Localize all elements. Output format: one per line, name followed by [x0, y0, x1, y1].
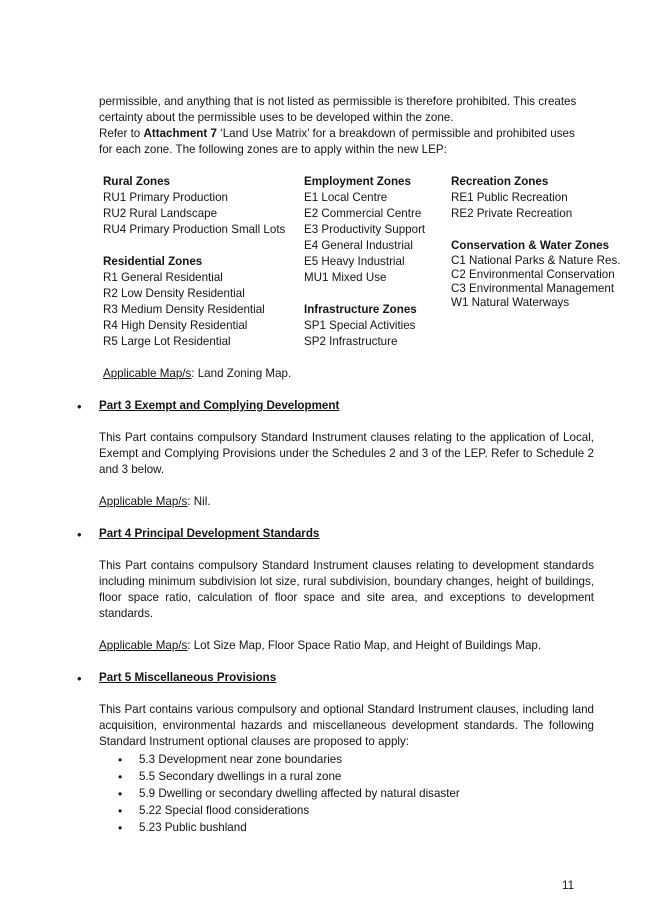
zone-item: RU1 Primary Production — [103, 191, 228, 204]
list-item — [118, 803, 460, 820]
intro-text: Refer to — [99, 127, 144, 140]
employment-zones-heading: Employment Zones — [304, 175, 411, 188]
bullet-icon: • — [118, 804, 123, 818]
clause-text: 5.22 Special flood considerations — [139, 804, 310, 817]
list-item — [118, 769, 460, 786]
zone-item: R1 General Residential — [103, 271, 223, 284]
clause-text: 5.9 Dwelling or secondary dwelling affected by natural disaster — [139, 787, 460, 800]
zone-item: RU2 Rural Landscape — [103, 207, 218, 220]
bullet-icon: • — [118, 821, 123, 835]
zone-item: E3 Productivity Support — [304, 223, 426, 236]
applicable-maps-value: : Lot Size Map, Floor Space Ratio Map, and Height of Buildings Map. — [187, 639, 542, 652]
applicable-maps-label: Applicable Map/s — [99, 639, 188, 652]
zones-column-1 — [103, 174, 285, 350]
clause-text: 5.23 Public bushland — [139, 821, 247, 834]
zone-item: SP1 Special Activities — [304, 319, 416, 332]
clause-text: 5.3 Development near zone boundaries — [139, 753, 343, 766]
residential-zones-heading: Residential Zones — [103, 255, 203, 268]
zone-item: MU1 Mixed Use — [304, 271, 387, 284]
part4-body: This Part contains compulsory Standard Instrument clauses relating to development standards including minimum subdivision lot size, rural subdivision, boundary changes, height of buildings, floor space ratio, calculation of floor space and site area, and exceptions to development standards. — [99, 559, 594, 620]
zone-item: SP2 Infrastructure — [304, 335, 398, 348]
zone-item: C2 Environmental Conservation — [451, 268, 615, 281]
zones-column-3 — [451, 174, 620, 310]
list-item — [118, 752, 460, 769]
clause-text: 5.5 Secondary dwellings in a rural zone — [139, 770, 342, 783]
zone-item: RE1 Public Recreation — [451, 191, 568, 204]
applicable-maps-label: Applicable Map/s — [99, 495, 188, 508]
bullet-icon: • — [118, 753, 123, 767]
zone-item: E1 Local Centre — [304, 191, 388, 204]
applicable-maps-value: : Nil. — [187, 495, 211, 508]
zone-item: E2 Commercial Centre — [304, 207, 422, 220]
part5-heading: Part 5 Miscellaneous Provisions — [99, 671, 277, 684]
applicable-maps-label: Applicable Map/s — [103, 367, 192, 380]
intro-line: permissible, and anything that is not listed as permissible is therefore prohibited. This creates — [99, 95, 577, 108]
zone-item: R2 Low Density Residential — [103, 287, 245, 300]
recreation-zones-heading: Recreation Zones — [451, 175, 549, 188]
zone-item: R5 Large Lot Residential — [103, 335, 231, 348]
intro-line: certainty about the permissible uses to be developed within the zone. — [99, 111, 454, 124]
zone-item: E4 General Industrial — [304, 239, 413, 252]
zone-item: C1 National Parks & Nature Res. — [451, 254, 621, 267]
applicable-maps-value: : Land Zoning Map. — [191, 367, 292, 380]
bullet-icon: • — [77, 671, 82, 686]
zone-item: C3 Environmental Management — [451, 282, 615, 295]
zone-item: R4 High Density Residential — [103, 319, 248, 332]
applicable-maps-part4 — [99, 638, 541, 654]
part3-body: This Part contains compulsory Standard Instrument clauses relating to the application of Local, Exempt and Complying Provisions under the Schedules 2 and 3 of the LEP. Refer to Schedule 2 and 3 below. — [99, 431, 594, 476]
intro-text: ‘Land Use Matrix’ for a breakdown of permissible and prohibited uses — [216, 127, 575, 140]
zone-item: R3 Medium Density Residential — [103, 303, 265, 316]
zones-table — [103, 174, 633, 354]
list-item — [118, 820, 460, 837]
zone-item: E5 Heavy Industrial — [304, 255, 405, 268]
part3-heading: Part 3 Exempt and Complying Development — [99, 399, 340, 412]
applicable-maps-part3 — [99, 494, 210, 510]
bullet-icon: • — [77, 527, 82, 542]
attachment-reference: Attachment 7 — [143, 127, 217, 140]
zone-item: W1 Natural Waterways — [451, 296, 570, 309]
optional-clauses-list — [118, 752, 460, 837]
conservation-zones-heading: Conservation & Water Zones — [451, 239, 610, 252]
bullet-icon: • — [118, 787, 123, 801]
intro-line: for each zone. The following zones are to apply within the new LEP: — [99, 143, 447, 156]
zones-column-2 — [304, 174, 425, 350]
bullet-icon: • — [118, 770, 123, 784]
zone-item: RU4 Primary Production Small Lots — [103, 223, 286, 236]
infrastructure-zones-heading: Infrastructure Zones — [304, 303, 417, 316]
page-number: 11 — [562, 879, 575, 892]
intro-paragraph — [99, 94, 594, 158]
intro-line — [99, 126, 594, 142]
part4-heading: Part 4 Principal Development Standards — [99, 527, 320, 540]
applicable-maps-part2 — [103, 366, 291, 382]
rural-zones-heading: Rural Zones — [103, 175, 170, 188]
list-item — [118, 786, 460, 803]
part5-body: This Part contains various compulsory and optional Standard Instrument clauses, including land acquisition, environmental hazards and miscellaneous development standards. The following Standard Instrument optional clauses are proposed to apply: — [99, 703, 594, 748]
bullet-icon: • — [77, 399, 82, 414]
zone-item: RE2 Private Recreation — [451, 207, 573, 220]
